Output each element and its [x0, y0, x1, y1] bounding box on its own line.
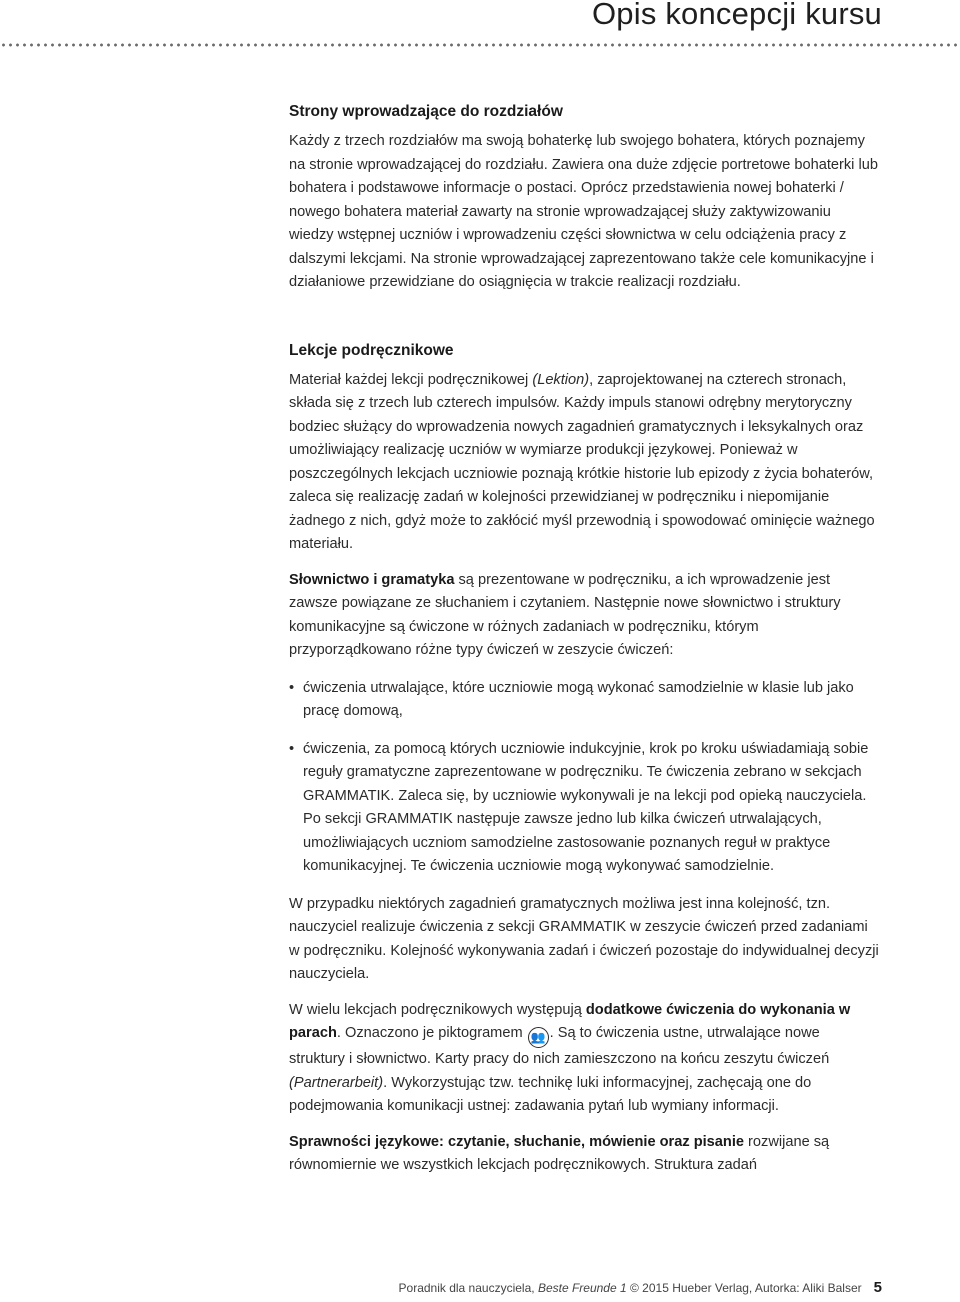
dotted-divider [0, 43, 960, 47]
paragraph: W wielu lekcjach podręcznikowych występują dodatkowe ćwiczenia do wykonania w parach. Oznaczono je piktogramem 👥 . Są to ćwiczenia ustne, utrwalające nowe struktury i słownictwo. Karty pracy do nich zamieszczono na końcu zeszytu ćwiczeń (Partnerarbeit). Wykorzystując tzw. technikę luki informacyjnej, zachęcają one do podejmowania komunikacji ustnej: zadawania pytań lub wymiany informacji. [289, 1001, 851, 1114]
section-intro-pages [289, 100, 879, 295]
main-content [289, 100, 879, 1178]
pair-work-icon: 👥 [528, 1027, 549, 1048]
page-title: Opis koncepcji kursu [591, 0, 882, 31]
paragraph: Słownictwo i gramatyka są prezentowane w podręczniku, a ich wprowadzenie jest zawsze powiązane ze słuchaniem i czytaniem. Następnie nowe słownictwo i struktury komunikacyjne są ćwiczone w różnych zadaniach w podręczniku, którym przyporządkowano różne typy ćwiczeń w zeszycie ćwiczeń: [289, 571, 841, 658]
section-heading: Lekcje podręcznikowe [289, 341, 454, 359]
paragraph: W przypadku niektórych zagadnień gramatycznych możliwa jest inna kolejność, tzn. nauczyciel realizuje ćwiczenia z sekcji GRAMMATIK w zeszycie ćwiczeń przed zadaniami w podręczniku. Kolejność wykonywania zadań i ćwiczeń pozostaje do indywidualnej decyzji nauczyciela. [289, 895, 879, 982]
list-item: • ćwiczenia utrwalające, które uczniowie mogą wykonać samodzielnie w klasie lub jako pracę domową, [289, 677, 879, 724]
bullet-icon: • [289, 679, 295, 696]
section-textbook-lessons [289, 339, 879, 1178]
paragraph: Materiał każdej lekcji podręcznikowej (Lektion), zaprojektowanej na czterech stronach, składa się z trzech lub czterech impulsów. Każdy impuls stanowi odrębny merytoryczny bodziec służący do wprowadzenia nowych zagadnień gramatycznych i leksykalnych oraz umożliwiający realizację uczniów w wymiarze produkcji językowej. Ponieważ w poszczególnych lekcjach uczniowie poznają krótkie historie lub epizody z życia bohaterów, zaleca się realizację zadań w kolejności przewidzianej w podręczniku i niepomijanie żadnego z nich, gdyż może to zakłócić myśl przewodnią i spowodować ominięcie ważnego materiału. [289, 371, 875, 552]
exercise-type-list [289, 677, 879, 879]
page-footer: Poradnik dla nauczyciela, Beste Freunde 1 © 2015 Hueber Verlag, Autorka: Aliki Balser 5 [398, 1279, 882, 1296]
list-item: • ćwiczenia, za pomocą których uczniowie indukcyjnie, krok po kroku uświadamiają sobie reguły gramatyczne zaprezentowane w podręczniku. Te ćwiczenia zebrano w sekcjach GRAMMATIK. Zaleca się, by uczniowie wykonywali je na lekcji pod opieką nauczyciela. Po sekcji GRAMMATIK następuje zawsze jedno lub kilka ćwiczeń utrwalających, umożliwiających uczniom samodzielne zastosowanie poznanych reguł w praktyce komunikacyjnej. Te ćwiczenia uczniowie mogą wykonywać samodzielnie. [289, 738, 879, 879]
page-number: 5 [873, 1279, 882, 1296]
paragraph: Sprawności językowe: czytanie, słuchanie, mówienie oraz pisanie rozwijane są równomiernie we wszystkich lekcjach podręcznikowych. Struktura zadań [289, 1133, 830, 1173]
bullet-icon: • [289, 740, 295, 757]
section-heading: Strony wprowadzające do rozdziałów [289, 103, 563, 120]
paragraph: Każdy z trzech rozdziałów ma swoją bohaterkę lub swojego bohatera, których poznajemy na stronie wprowadzającej do rozdziału. Zawiera ona duże zdjęcie portretowe bohaterki lub bohatera i podstawowe informacje o postaci. Oprócz przedstawienia nowej bohaterki / nowego bohatera materiał zawarty na stronie wprowadzającej służy zaktywizowaniu wiedzy wstępnej uczniów i wprowadzeniu części słownictwa w celu odciążenia pracy z dalszymi lekcjami. Na stronie wprowadzającej zaprezentowano także cele komunikacyjne i działaniowe przewidziane do osiągnięcia w trakcie realizacji rozdziału. [289, 133, 878, 290]
